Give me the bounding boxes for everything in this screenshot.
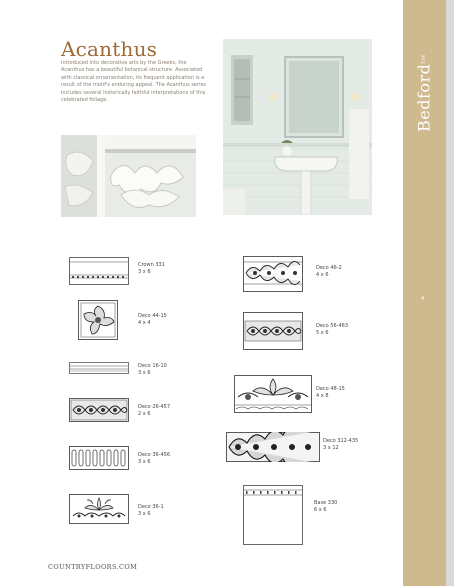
tile-label: Deco 56-463 5 x 6 (316, 323, 349, 336)
tile-deco-56-463 (243, 312, 303, 350)
tile-label: Deco 48-15 4 x 8 (316, 386, 345, 399)
page-edge (446, 0, 454, 586)
intro-text: Introduced into decorative arts by the Greeks, the Acanthus has a beautiful botanical structure. Associated with classical ornamentation, its frequent application is a result of the motif's enduring appeal. The Acanthus series includes several historically faithful interpretations of this celebrated foliage. (61, 60, 207, 104)
page-number: 4 (421, 296, 425, 302)
tile-label: Deco 44-15 4 x 4 (138, 313, 167, 326)
tile-label: Deco 26-457 2 x 6 (138, 404, 171, 417)
brand-name: Bedford TM (414, 54, 434, 132)
acanthus-relief-photo (61, 135, 196, 217)
tile-label: Deco 36-456 3 x 6 (138, 452, 171, 465)
tile-deco-16-10 (69, 362, 129, 374)
tile-deco-46-2 (243, 256, 303, 292)
tile-label: Deco 312-435 3 x 12 (323, 438, 359, 451)
tile-deco-312-435 (226, 432, 320, 462)
tile-deco-36-456 (69, 446, 129, 470)
footer-url: COUNTRYFLOORS.COM (48, 563, 138, 571)
tile-deco-26-457 (69, 398, 129, 422)
tile-label: Deco 36-1 3 x 6 (138, 504, 164, 517)
tile-base-330 (243, 485, 303, 545)
trademark-mark: TM (421, 54, 427, 64)
tile-label: Deco 46-2 4 x 6 (316, 265, 342, 278)
tile-deco-36-1 (69, 494, 129, 524)
tile-label: Base 330 6 x 6 (314, 500, 338, 513)
tile-crown-331 (69, 257, 129, 285)
tile-deco-44-15 (78, 300, 118, 340)
bathroom-photo (223, 39, 372, 215)
tile-label: Crown 331 3 x 6 (138, 262, 165, 275)
tile-deco-48-15 (234, 375, 312, 413)
tile-label: Deco 16-10 3 x 6 (138, 363, 167, 376)
page-title: Acanthus (61, 37, 158, 61)
